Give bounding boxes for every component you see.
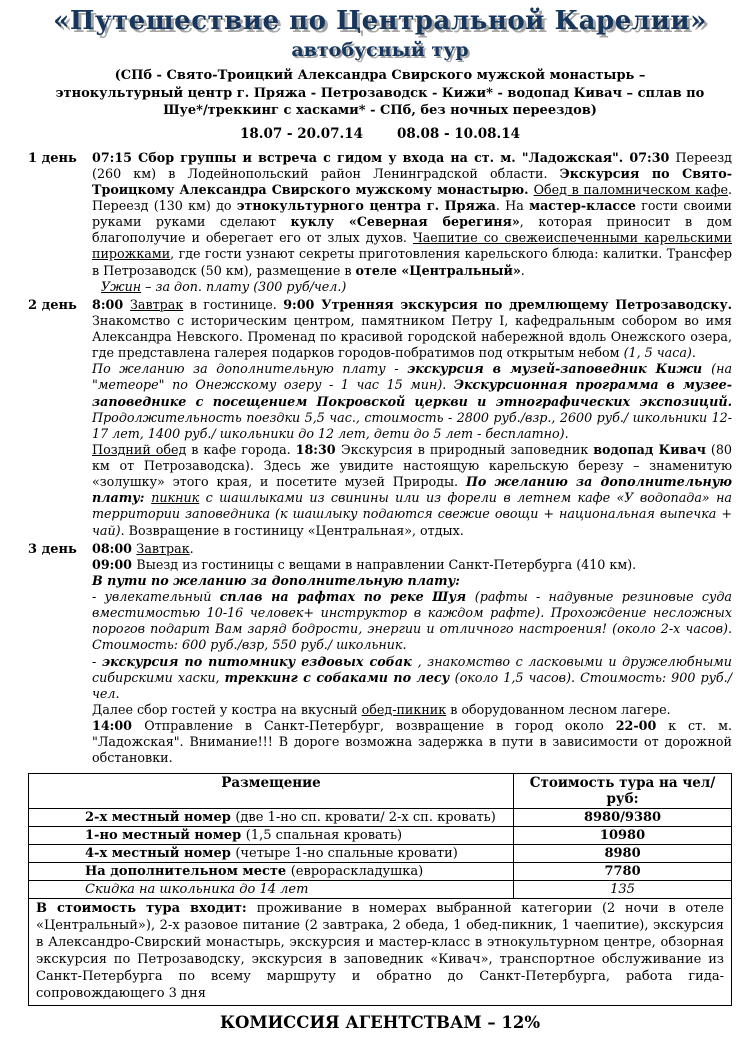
day-2-paragraph-1 bbox=[92, 297, 732, 362]
text-run: к ст. м. "Ладожская". Внимание!!! В дороге возможна задержка в пути в зависимости от дорожной обстановки. bbox=[92, 718, 732, 766]
text-run: – за доп. плату (300 руб/чел.) bbox=[141, 278, 347, 294]
day-1-label: 1 день bbox=[28, 150, 77, 166]
day-1-paragraph-2 bbox=[92, 279, 732, 295]
text-run: 1-но местный номер bbox=[85, 828, 246, 844]
text-run: . Переезд (130 км) до bbox=[92, 181, 732, 214]
text-run: 08:00 bbox=[92, 540, 137, 556]
text-run: На дополнительном месте bbox=[85, 864, 291, 880]
text-run: экскурсия в музей-заповедник Кижи bbox=[407, 361, 712, 377]
text-run: мастер-классе bbox=[529, 198, 636, 214]
text-run: По желанию за дополнительную плату: bbox=[92, 474, 732, 506]
tour-dates bbox=[28, 126, 732, 142]
text-run: По желанию за дополнительную плату - bbox=[92, 361, 408, 377]
text-run: проживание в номерах выбранной категории (2 ночи в отеле «Центральный»), 2-х разовое питание (2 завтрака, 2 обеда, 1 обед-пикник, 1 чаепитие), экскурсия в Александро-Свирский монастырь, экскурсия и мастер-класс в этнокультурном центре, обзорная экскурсия по Петрозаводску, экскурсия в заповедник «Кивач», транспортное обслуживание из Санкт-Петербурга по всему маршруту и обратно до Санкт-Петербурга, работа гида-сопровождающего 3 дня bbox=[36, 901, 724, 1001]
text-run: Экскурсия в природный заповедник bbox=[340, 441, 594, 457]
text-run: Чаепитие со свежеиспеченными карельскими пирожками bbox=[92, 230, 733, 262]
text-run: Знакомство с историческим центром, памятником Петру I, кафедральным собором во имя Александра Невского. Променад по красивой городской набережной вдоль Онежского озера, где представлена галерея подарков городов-побратимов под открытым небом bbox=[92, 312, 732, 361]
text-run: (около 1,5 часов). Стоимость: 900 руб./чел. bbox=[92, 669, 732, 701]
pricing-table-header-row bbox=[29, 774, 732, 809]
text-run: (еврораскладушка) bbox=[290, 864, 424, 880]
text-run: 07:15 Сбор группы и встреча с гидом у входа на ст. м. "Ладожская". 07:30 bbox=[92, 149, 676, 165]
text-run: отеле «Центральный» bbox=[355, 262, 521, 278]
text-run: этнокультурного центра г. Пряжа bbox=[236, 198, 496, 214]
text-run: . bbox=[520, 262, 525, 278]
text-run: . bbox=[189, 540, 194, 556]
date-range-2: 08.08 - 10.08.14 bbox=[397, 125, 521, 142]
text-run: сплав на рафтах по реке Шуя bbox=[219, 589, 475, 605]
text-run: Далее сбор гостей у костра на вкусный bbox=[92, 701, 362, 717]
text-run: водопад Кивач bbox=[593, 441, 706, 457]
day-3-paragraph-1 bbox=[92, 541, 732, 557]
day-3-label: 3 день bbox=[28, 541, 77, 557]
room-type-label bbox=[29, 845, 514, 863]
date-range-1: 18.07 - 20.07.14 bbox=[239, 125, 363, 142]
commission-note: КОМИССИЯ АГЕНТСТВАМ – 12% bbox=[219, 1012, 541, 1032]
pricing-table bbox=[28, 773, 732, 1005]
text-run: 09:00 bbox=[92, 556, 137, 572]
text-run: Скидка на школьника до 14 лет bbox=[85, 882, 309, 898]
text-run: 4-х местный номер bbox=[85, 846, 236, 862]
text-run: 8:00 bbox=[92, 296, 130, 312]
text-run: Экскурсия по Свято-Троицкому Александра Свирского мужскому монастырю. bbox=[92, 165, 732, 197]
room-type-label bbox=[29, 809, 514, 827]
page-title: «Путешествие по Центральной Карелии» bbox=[53, 6, 707, 36]
table-row-double-room bbox=[29, 809, 732, 827]
text-run: (четыре 1-но спальные кровати) bbox=[235, 846, 458, 862]
text-run: треккинг с собаками по лесу bbox=[224, 669, 455, 685]
text-run: 9:00 Утренняя экскурсия по дремлющему Петрозаводску. bbox=[283, 296, 732, 312]
table-header-accommodation: Размещение bbox=[29, 774, 514, 809]
text-run: , знакомство с ласковыми и дружелюбными сибирскими хаски, bbox=[92, 653, 732, 685]
day-2-body bbox=[92, 297, 732, 539]
text-run: Обед в паломническом кафе bbox=[533, 181, 728, 197]
text-run: 22-00 bbox=[615, 718, 657, 734]
room-price: 8980/9380 bbox=[514, 809, 732, 827]
room-price: 7780 bbox=[514, 863, 732, 881]
text-run: Завтрак bbox=[130, 296, 184, 312]
text-run: пикник bbox=[151, 490, 200, 506]
text-run: В пути по желанию за дополнительную плату: bbox=[92, 572, 460, 588]
text-run: (1, 5 часа). bbox=[623, 345, 696, 361]
text-run: Переезд (260 км) в Лодейнопольский район Ленинградской области. bbox=[92, 149, 732, 181]
text-run: , которая приносит в дом благополучие и оберегает его от злых духов. bbox=[92, 214, 732, 246]
text-run: Ужин bbox=[101, 278, 142, 294]
text-run: с шашлыками из свинины или из форели в летнем кафе «У водопада» на территории заповедника (к шашлыку подаются свежие овощи + национальная выпечка + чай) bbox=[92, 490, 732, 538]
text-run: Завтрак bbox=[136, 540, 190, 556]
day-1-paragraph-1 bbox=[92, 150, 732, 279]
route-description: (СПб - Свято-Троицкий Александра Свирского мужской монастырь – этнокультурный центр г. Пряжа - Петрозаводск - Кижи* - водопад Кивач – сплав по Шуе*/треккинг с хасками* - СПб, без ночных переездов) bbox=[55, 68, 705, 119]
day-1-body bbox=[92, 150, 732, 295]
text-run: обед-пикник bbox=[361, 701, 447, 717]
day-2-label: 2 день bbox=[28, 297, 77, 313]
text-run: куклу «Северная берегиня» bbox=[290, 214, 520, 230]
text-run: (на "метеоре" по Онежскому озеру - 1 час 15 мин). bbox=[92, 361, 733, 393]
text-run: , где гости узнают секреты приготовления карельского блюда: калитки. Трансфер в Петрозаводск (50 км), размещение в bbox=[92, 246, 732, 278]
text-run: . На bbox=[495, 198, 530, 214]
day-3-paragraph-6 bbox=[92, 702, 732, 718]
text-run: - bbox=[92, 653, 102, 669]
text-run: Выезд из гостиницы с вещами в направлении Санкт-Петербурга (410 км). bbox=[136, 556, 637, 572]
text-run: (1,5 спальная кровать) bbox=[245, 828, 403, 844]
day-3-paragraph-4 bbox=[92, 589, 732, 654]
table-row-includes bbox=[29, 899, 732, 1005]
table-row-quad-room bbox=[29, 845, 732, 863]
discount-value: 135 bbox=[514, 881, 732, 899]
text-run: в оборудованном лесном лагере. bbox=[446, 701, 671, 717]
day-3-body bbox=[92, 541, 732, 767]
room-price: 10980 bbox=[514, 827, 732, 845]
day-3-paragraph-2 bbox=[92, 557, 732, 573]
text-run: гости своими руками руками сделают bbox=[92, 198, 732, 230]
text-run: 2-х местный номер bbox=[85, 810, 236, 826]
page-subtitle: автобусный тур bbox=[291, 39, 469, 61]
tour-includes-text bbox=[29, 899, 732, 1005]
text-run: в гостинице. bbox=[183, 296, 284, 312]
day-3-paragraph-5 bbox=[92, 654, 732, 702]
text-run: 14:00 bbox=[92, 718, 145, 734]
text-run: Отправление в Санкт-Петербург, возвращение в город около bbox=[144, 718, 616, 734]
text-run: - увлекательный bbox=[92, 589, 220, 605]
discount-label bbox=[29, 881, 514, 899]
table-row-single-room bbox=[29, 827, 732, 845]
text-run: В стоимость тура входит: bbox=[36, 901, 257, 917]
text-run: . Возвращение в гостиницу «Центральная», отдых. bbox=[120, 522, 464, 538]
day-2-paragraph-2 bbox=[92, 361, 732, 442]
text-run: (две 1-но сп. кровати/ 2-х сп. кровать) bbox=[235, 810, 496, 826]
table-row-extra-bed bbox=[29, 863, 732, 881]
text-run: (рафты - надувные резиновые суда вместимостью 10-16 человек+ инструктор в каждом рафте). Прохождение несложных порогов подарит Вам заряд бодрости, энергии и отличного настроения! (около 2-х часов). Стоимость: 600 руб./взр, 550 руб./ школьник. bbox=[92, 589, 732, 653]
text-run: Экскурсионная программа в музее-заповеднике с посещением Покровской церкви и этнографических экспозиций. bbox=[92, 377, 732, 409]
room-type-label bbox=[29, 827, 514, 845]
text-run: Продолжительность поездки 5,5 час., стоимость - 2800 руб./взр., 2600 руб./ школьники 12-17 лет, 1400 руб./ школьники до 12 лет, дети до 5 лет - бесплатно). bbox=[92, 409, 732, 441]
day-1-section bbox=[28, 150, 732, 295]
day-3-paragraph-3 bbox=[92, 573, 732, 589]
table-header-price: Стоимость тура на чел/руб: bbox=[514, 774, 732, 809]
room-type-label bbox=[29, 863, 514, 881]
text-run: (80 км от Петрозаводска). Здесь же увидите настоящую карельскую березу – знаменитую «золушку» этого края, и посетите музей Природы. bbox=[92, 441, 733, 490]
day-3-section bbox=[28, 541, 732, 767]
day-2-paragraph-3 bbox=[92, 442, 732, 539]
room-price: 8980 bbox=[514, 845, 732, 863]
text-run: 18:30 bbox=[295, 441, 341, 457]
text-run: Поздний обед bbox=[92, 441, 187, 457]
day-2-section bbox=[28, 297, 732, 539]
table-row-school-discount bbox=[29, 881, 732, 899]
text-run: в кафе города. bbox=[186, 441, 296, 457]
day-3-paragraph-7 bbox=[92, 718, 732, 766]
text-run: экскурсия по питомнику ездовых собак bbox=[101, 653, 418, 669]
